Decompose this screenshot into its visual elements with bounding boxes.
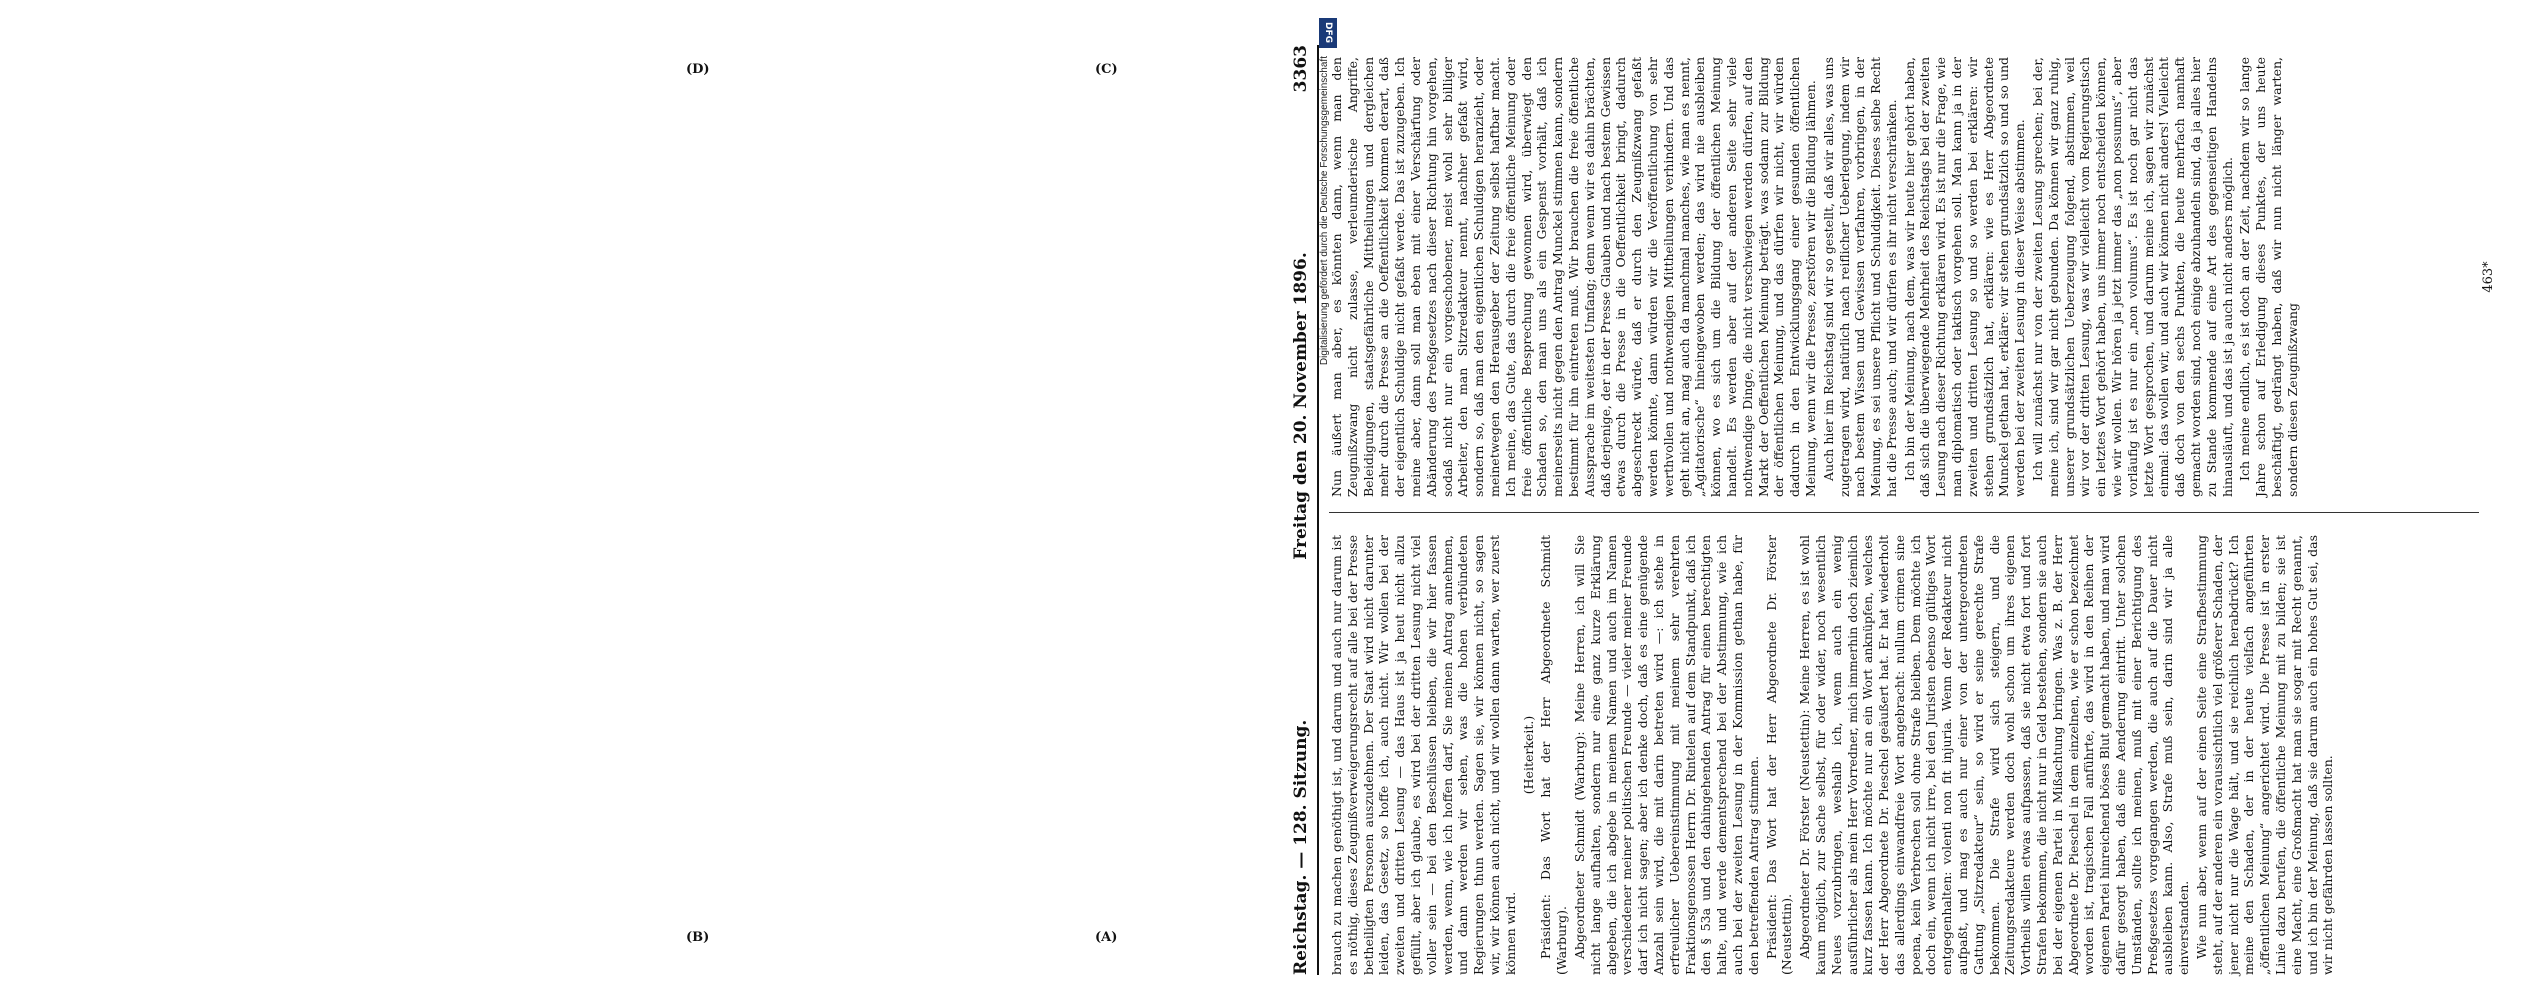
footer-number: 463*	[2481, 261, 2496, 293]
left-column-paragraph: Abgeordneter Dr. Förster (Neustettin): Meine Herren, es ist wohl kaum möglich, zur Sache selbst, für oder wider, noch wesentlich Neues vorzubringen, weshalb ich, wenn auch ein wenig ausführlicher als mein Herr Vorredner, mich immerhin doch ziemlich kurz fassen kann. Ich möchte nur an ein Wort anknüpfen, welches der Herr Abgeordnete Dr. Pieschel geäußert hat. Er hat wiederholt das allerdings einwandfreie Wort angebracht: nullum crimen sine poena, kein Verbrechen soll ohne Strafe bleiben. Dem möchte ich doch ein, wenn ich nicht irre, bei den Juristen ebenso gültiges Wort entgegenhalten: volenti non fit injuria. Wenn der Redakteur nicht aufpaßt, und mag es auch nur einer von der untergeordneten Gattung „Sitzredakteur“ sein, so wird er seine gerechte Strafe bekommen. Die Strafe wird sich steigern, und die Zeitungsredakteure werden doch wohl schon um ihres eigenen Vortheils willen etwas aufpassen, daß sie nicht etwa fort und fort Strafen bekommen, die nicht nur in Geld bestehen, sondern sie auch bei der eigenen Partei in Mißachtung bringen. Was z. B. der Herr Abgeordnete Dr. Pieschel in dem einzelnen, wie er schon bezeichnet worden ist, tragischen Fall anführte, das wird in den Reihen der eigenen Partei hinreichend böses Blut gemacht haben, und man wird dafür gesorgt haben, daß eine Aenderung eintritt. Unter solchen Umständen, sollte ich meinen, muß mit einer Berichtigung des Preßgesetzes vorgegangen werden, die auch auf die Dauer nicht ausbleiben kann. Also, Strafe muß sein, darin sind wir ja alle einverstanden.	[1797, 535, 2192, 975]
page-number: 3363	[1291, 45, 1311, 93]
right-column-paragraph: Ich bin der Meinung, nach dem, was wir heute hier gehört haben, daß sich die überwiegende Mehrheit des Reichstags bei der zweiten Lesung nach dieser Richtung erklären wird. Es ist nur die Frage, wie man diplomatisch oder taktisch vorgehen soll. Man kann ja in der zweiten und dritten Lesung so und so werden bei erklären: wir stehen grundsätzlich hat, erklären: wie es Herr Abgeordnete Munckel gethan hat, erkläre: wir stehen grundsätzlich so und so und werden bei der zweiten Lesung in dieser Weise abstimmen.	[1901, 57, 2028, 497]
marker-c: (C)	[1095, 62, 1118, 77]
left-column-paragraph: (Heiterkeit.)	[1520, 715, 1536, 795]
digitization-sidebar	[1313, 10, 1343, 990]
header-left: Reichstag. — 128. Sitzung.	[1291, 719, 1311, 975]
right-column-paragraph: Ich will zunächst nur von der zweiten Lesung sprechen; bei der, meine ich, sind wir gar nicht gebunden. Da können wir ganz ruhig, unserer grundsätzlichen Ueberzeugung folgend, abstimmen, weil wir vor der dritten Lesung, was wir vielleicht vom Regierungstisch ein letztes Wort gehört haben, uns immer noch entscheiden können, wie wir wollen. Wir hören ja jetzt immer das „non possumus“, aber vorläufig ist es nur ein „non volumus“. Es ist noch gar nicht das letzte Wort gesprochen, und darum meine ich, sagen wir zunächst einmal: das wollen wir, und auch wir können nicht anders! Vielleicht daß doch von den sechs Punkten, die heute mehrfach namhaft gemacht worden sind, noch einige abzuhandeln sind, da ja alles hier zu Stande kommende auf eine Art des gegenseitigen Handelns hinausläuft, und das ist ja auch nicht anders möglich.	[2030, 57, 2235, 497]
header-date: Freitag den 20. November 1896.	[1291, 252, 1311, 560]
left-column-paragraph: Präsident: Das Wort hat der Herr Abgeordnete Dr. Förster (Neustettin).	[1763, 535, 1795, 975]
marker-d: (D)	[686, 62, 710, 77]
rotated-page-content	[1285, 45, 2525, 975]
marker-a: (A)	[1095, 930, 1118, 945]
left-column-paragraph: brauch zu machen genöthigt ist, und darum und auch nur darum ist es nöthig, dieses Zeugnißverweigerungsrecht auf alle bei der Presse betheiligten Personen auszudehnen. Der Staat wird nicht darunter leiden, das Gesetz, so hoffe ich, auch nicht. Wir wollen bei der zweiten und dritten Lesung — das Haus ist ja heut nicht allzu gefüllt, aber ich glaube, es wird bei der dritten Lesung nicht viel voller sein — bei den Beschlüssen bleiben, die wir hier fassen werden, wenn, wie ich hoffen darf, Sie meinen Antrag annehmen, und dann werden wir sehen, was die hohen verbündeten Regierungen thun werden. Sagen sie, wir können nicht, so sagen wir, wir können auch nicht, und wir wollen dann warten, wer zuerst können wird.	[1329, 535, 1518, 975]
right-column-paragraph: Auch hier im Reichstag sind wir so gestellt, daß wir alles, was uns zugetragen wird, natürlich nach reiflicher Ueberlegung, indem wir nach bestem Wissen und Gewissen verfahren, vorbringen, in der Meinung, es sei unsere Pflicht und Schuldigkeit. Dieses selbe Recht hat die Presse auch; und wir dürfen es ihr nicht verschränken.	[1820, 57, 1899, 497]
marker-b: (B)	[686, 930, 710, 945]
left-column-paragraph: Präsident: Das Wort hat der Herr Abgeordnete Schmidt (Warburg).	[1538, 535, 1570, 975]
right-column-paragraph: Nun äußert man aber, es könnten dann, wenn man den Zeugnißzwang nicht zulasse, verleumderische Angriffe, Beleidigungen, staatsgefährliche Mittheilungen und dergleichen mehr durch die Presse an die Oeffentlichkeit kommen derart, daß der eigentlich Schuldige nicht gefaßt werde. Das ist zuzugeben. Ich meine aber, dann soll man eben mit einer Verschärfung oder Abänderung des Preßgesetzes nach dieser Richtung hin vorgehen, sodaß nicht nur ein vorgeschobener, meist wohl sehr billiger Arbeiter, den man Sitzredakteur nennt, nachher gefaßt wird, sondern so, daß man den eigentlichen Schuldigen heranzieht, oder meinetwegen den Herausgeber der Zeitung selbst haftbar macht. Ich meine, das Gute, das durch die freie öffentliche Meinung oder freie öffentliche Besprechung gewonnen wird, überwiegt den Schaden so, den man uns als ein Gespenst vorhält, daß ich meinerseits nicht gegen den Antrag Munckel stimmen kann, sondern bestimmt für ihn eintreten muß. Wir brauchen die freie öffentliche Aussprache im weitesten Umfang; denn wenn wir es dahin brächten, daß derjenige, der in der Presse Glauben und nach bestem Gewissen etwas durch die Presse in die Oeffentlichkeit bringt, dadurch abgeschreckt würde, daß er durch den Zeugnißzwang gefaßt werden könnte, dann würden wir die Veröffentlichung von sehr werthvollen und nothwendigen Mittheilungen verhindern. Und das geht nicht an, mag auch da manchmal manches, wie man es nennt, „Agitatorische“ hineingewoben werden; das wird nie ausbleiben können, wo es sich um die Bildung der öffentlichen Meinung handelt. Es werden aber auf der anderen Seite sehr viele nothwendige Dinge, die nicht verschwiegen werden dürfen, auf den Markt der Oeffentlichen Meinung beträgt. was sodann zur Bildung der öffentlichen Meinung, und das dürfen wir nicht, wir würden dadurch in den Entwicklungsgang einer gesunden öffentlichen Meinung, wenn wir die Presse, zerstören wir die Bildung lähmen.	[1329, 57, 1818, 497]
left-column-paragraph: Abgeordneter Schmidt (Warburg): Meine Herren, ich will Sie nicht lange aufhalten, sondern nur eine ganz kurze Erklärung abgeben, die ich abgebe in meinem Namen und auch im Namen verschiedener meiner politischen Freunde — vieler meiner Freunde darf ich nicht sagen; aber ich denke doch, daß es eine genügende Anzahl sein wird, die mit darin betreten wird —: ich stehe in erfreulicher Uebereinstimmung mit meinem sehr verehrten Fraktionsgenossen Herrn Dr. Rintelen auf dem Standpunkt, daß ich den § 53a und den dahingehenden Antrag für einen berechtigten halte, und werde dementsprechend bei der Abstimmung, wie ich auch bei der zweiten Lesung in der Kommission gethan habe, für den betreffenden Antrag stimmen.	[1571, 535, 1761, 975]
left-column-paragraph: Wie nun aber, wenn auf der einen Seite eine Strafbestimmung steht, auf der anderen ein voraussichtlich viel größerer Schaden, der jener nicht nur die Wage hält, und sie reichlich herabdrückt? Ich meine den Schaden, der in der heute vielfach angeführten „öffentlichen Meinung“ angerichtet wird. Die Presse ist in erster Linie dazu berufen, die öffentliche Meinung mit zu bilden; sie ist eine Macht, eine Großmacht hat man sie sogar mit Recht genannt, und ich bin der Meinung, daß sie darum auch ein hohes Gut sei, das wir nicht gefährden lassen sollten.	[2194, 535, 2336, 975]
column-divider	[1329, 512, 2479, 513]
left-column	[1329, 535, 2479, 975]
right-column	[1329, 57, 2479, 497]
digitization-credit: Digitalisierung gefördert durch die Deutsche Forschungsgemeinschaft	[1319, 56, 1330, 366]
dfg-logo: DFG	[1319, 18, 1337, 48]
right-column-paragraph: Ich meine endlich, es ist doch an der Zeit, nachdem wir so lange Jahre schon auf Erledigung dieses Punktes, der uns heute beschäftigt, gedrängt haben, daß wir nun nicht länger warten, sondern diesen Zeugnißzwang	[2237, 57, 2300, 497]
